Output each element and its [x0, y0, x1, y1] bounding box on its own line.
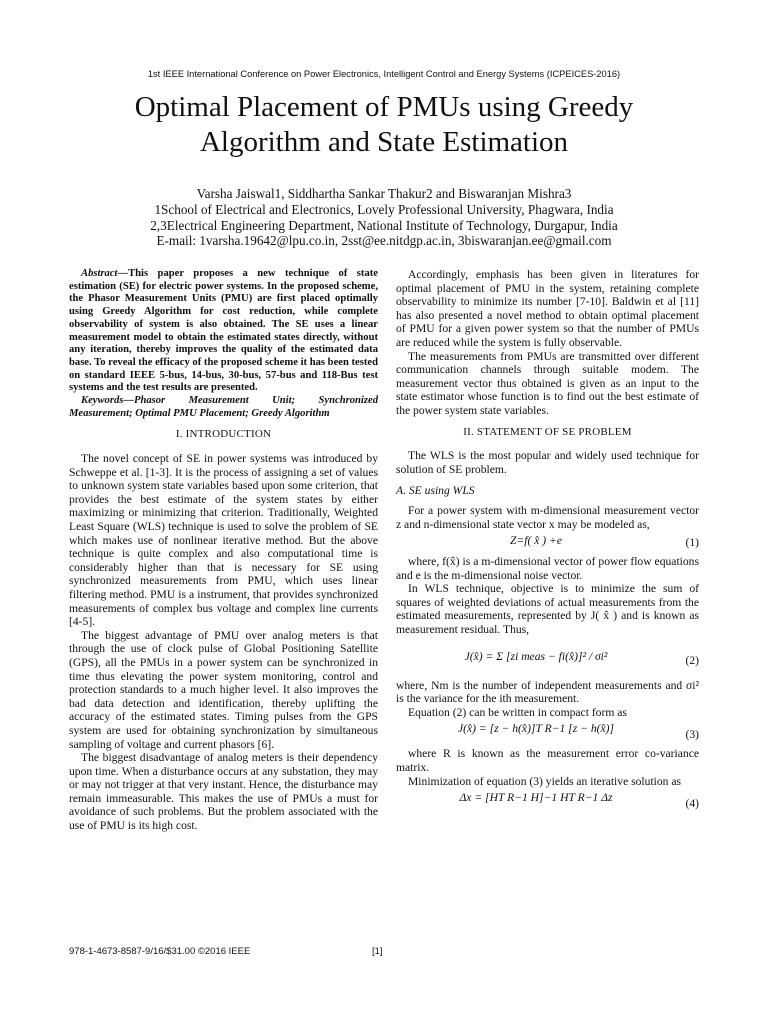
affiliation-1: 1School of Electrical and Electronics, Lovely Professional University, Phagwara, India [154, 201, 614, 217]
title-line-2: Algorithm and State Estimation [199, 126, 569, 158]
author-block [40, 186, 728, 249]
right-paragraph-8: Equation (2) can be written in compact form as [408, 705, 627, 719]
right-paragraph-3: The WLS is the most popular and widely used technique for solution of SE problem. [396, 449, 699, 476]
paper-title [40, 90, 728, 160]
equation-1-number: (1) [685, 536, 699, 550]
subsection-heading-wls: A. SE using WLS [396, 484, 475, 498]
abstract-label: Abstract [81, 268, 118, 279]
equation-1 [396, 534, 699, 552]
title-line-1: Optimal Placement of PMUs using Greedy [134, 91, 634, 123]
equation-2 [396, 640, 699, 676]
equation-4-number: (4) [685, 797, 699, 811]
right-paragraph-2: The measurements from PMUs are transmitted over different communication channels through suitable modem. The measurement vector thus obtained is given as an input to the state estimator whose function is to find out the best estimate of the power system state variables. [396, 349, 699, 417]
equation-3-number: (3) [685, 728, 699, 742]
section-heading-se-problem: II. STATEMENT OF SE PROBLEM [463, 425, 632, 438]
right-paragraph-10: Minimization of equation (3) yields an iterative solution as [408, 774, 682, 788]
author-emails: E-mail: 1varsha.19642@lpu.co.in, 2sst@ee.nitdgp.ac.in, 3biswaranjan.ee@gmail.com [156, 233, 612, 249]
intro-paragraph-3: The biggest disadvantage of analog meters is their dependency upon time. When a disturbance occurs at any substation, they may or may not trigger at that very instant. Hence, the disturbance may remain immeasurable. This makes the use of PMUs a must for avoidance of such problems. But the problem associated with the use of PMU is its high cost. [69, 751, 378, 833]
equation-3-body: J(x̂) = [z − h(x̂)]T R−1 [z − h(x̂)] [457, 722, 614, 736]
right-paragraph-4: For a power system with m-dimensional measurement vector z and n-dimensional state vector x may be modeled as, [396, 503, 699, 531]
footer-isbn: 978-1-4673-8587-9/16/$31.00 ©2016 IEEE [69, 946, 251, 957]
intro-paragraph-1: The novel concept of SE in power systems was introduced by Schweppe et al. [1-3]. It is the process of assigning a set of values to unknown system state variables based upon some criterion, that provides the best estimate of the system states by either maximizing or minimizing that criterion. Traditionally, Weighted Least Square (WLS) technique is used to solve the problem of SE which makes use of nonlinear iterative method. But the above technique is quite complex and also computational time is considerably higher than that is necessary for SE using synchronized measurements from PMU, which uses linear filtering method. PMU is a instrument, that provides synchronized measurements of complex bus voltage and complex line currents [4-5]. [69, 452, 378, 629]
right-paragraph-9: where R is known as the measurement error co-variance matrix. [396, 747, 699, 775]
abstract-text: —This paper proposes a new technique of state estimation (SE) for electric power systems. In the proposed scheme, the Phasor Measurement Units (PMU) are first placed optimally using Greedy Algorithm for cost reduction, while complete observability of system is also obtained. The SE uses a linear measurement model to obtain the estimated states directly, without any iteration, thereby improves the quality of the estimated data base. To reveal the efficacy of the proposed scheme it has been tested on standard IEEE 5-bus, 14-bus, 30-bus, 57-bus and 118-Bus test systems and the test results are presented. [69, 268, 378, 394]
section-heading-introduction: I. INTRODUCTION [175, 428, 272, 441]
equation-4 [396, 791, 699, 813]
equation-4-body: Δx = [HT R−1 H]−1 HT R−1 Δz [459, 791, 613, 805]
left-column [69, 268, 378, 833]
equation-3 [396, 722, 699, 744]
page-number: [1] [372, 946, 383, 957]
author-names: Varsha Jaiswal1, Siddhartha Sankar Thakur2 and Biswaranjan Mishra3 [196, 186, 572, 201]
equation-2-body: J(x̂) = Σ [zi meas − fi(x̂)]² / σi² [464, 649, 608, 663]
equation-1-body: Z=f( x̂ ) +e [509, 534, 563, 548]
equation-2-number: (2) [685, 653, 699, 667]
right-column [396, 268, 699, 816]
right-paragraph-7: where, Nm is the number of independent measurements and σi² is the variance for the ith measurement. [396, 678, 699, 706]
keywords: Keywords—Phasor Measurement Unit; Synchronized Measurement; Optimal PMU Placement; Greedy Algorithm [69, 395, 378, 419]
conference-header: 1st IEEE International Conference on Power Electronics, Intelligent Control and Energy Systems (ICPEICES-2016) [147, 69, 621, 79]
right-paragraph-6: In WLS technique, objective is to minimize the sum of squares of weighted deviations of actual measurements from the estimated measurements, represented by J( x̂ ) and is known as measurement residual. Thus, [396, 582, 699, 637]
abstract [69, 268, 378, 395]
right-paragraph-5: where, f(x̂) is a m-dimensional vector of power flow equations and e is the m-dimensional noise vector. [396, 555, 699, 582]
intro-paragraph-2: The biggest advantage of PMU over analog meters is that through the use of clock pulse of Global Positioning Satellite (GPS), all the PMUs in a power system can be synchronized in time thus elevating the power system monitoring, control and protection standards to a much higher level. It also improves the bad data detection and identification, thereby uplifting the accuracy of the estimated states. Timing pulses from the GPS system are used for obtaining synchronization by simultaneous sampling of voltage and current phasors [6]. [69, 628, 378, 751]
affiliation-2: 2,3Electrical Engineering Department, National Institute of Technology, Durgapur, India [150, 217, 618, 233]
right-paragraph-1: Accordingly, emphasis has been given in literatures for optimal placement of PMU in the system, retaining complete observability to minimize its number [7-10]. Baldwin et al [11] has also presented a novel method to obtain optimal placement of PMU for a given power system so that the number of PMUs are reduced while the system is fully observable. [396, 268, 699, 349]
